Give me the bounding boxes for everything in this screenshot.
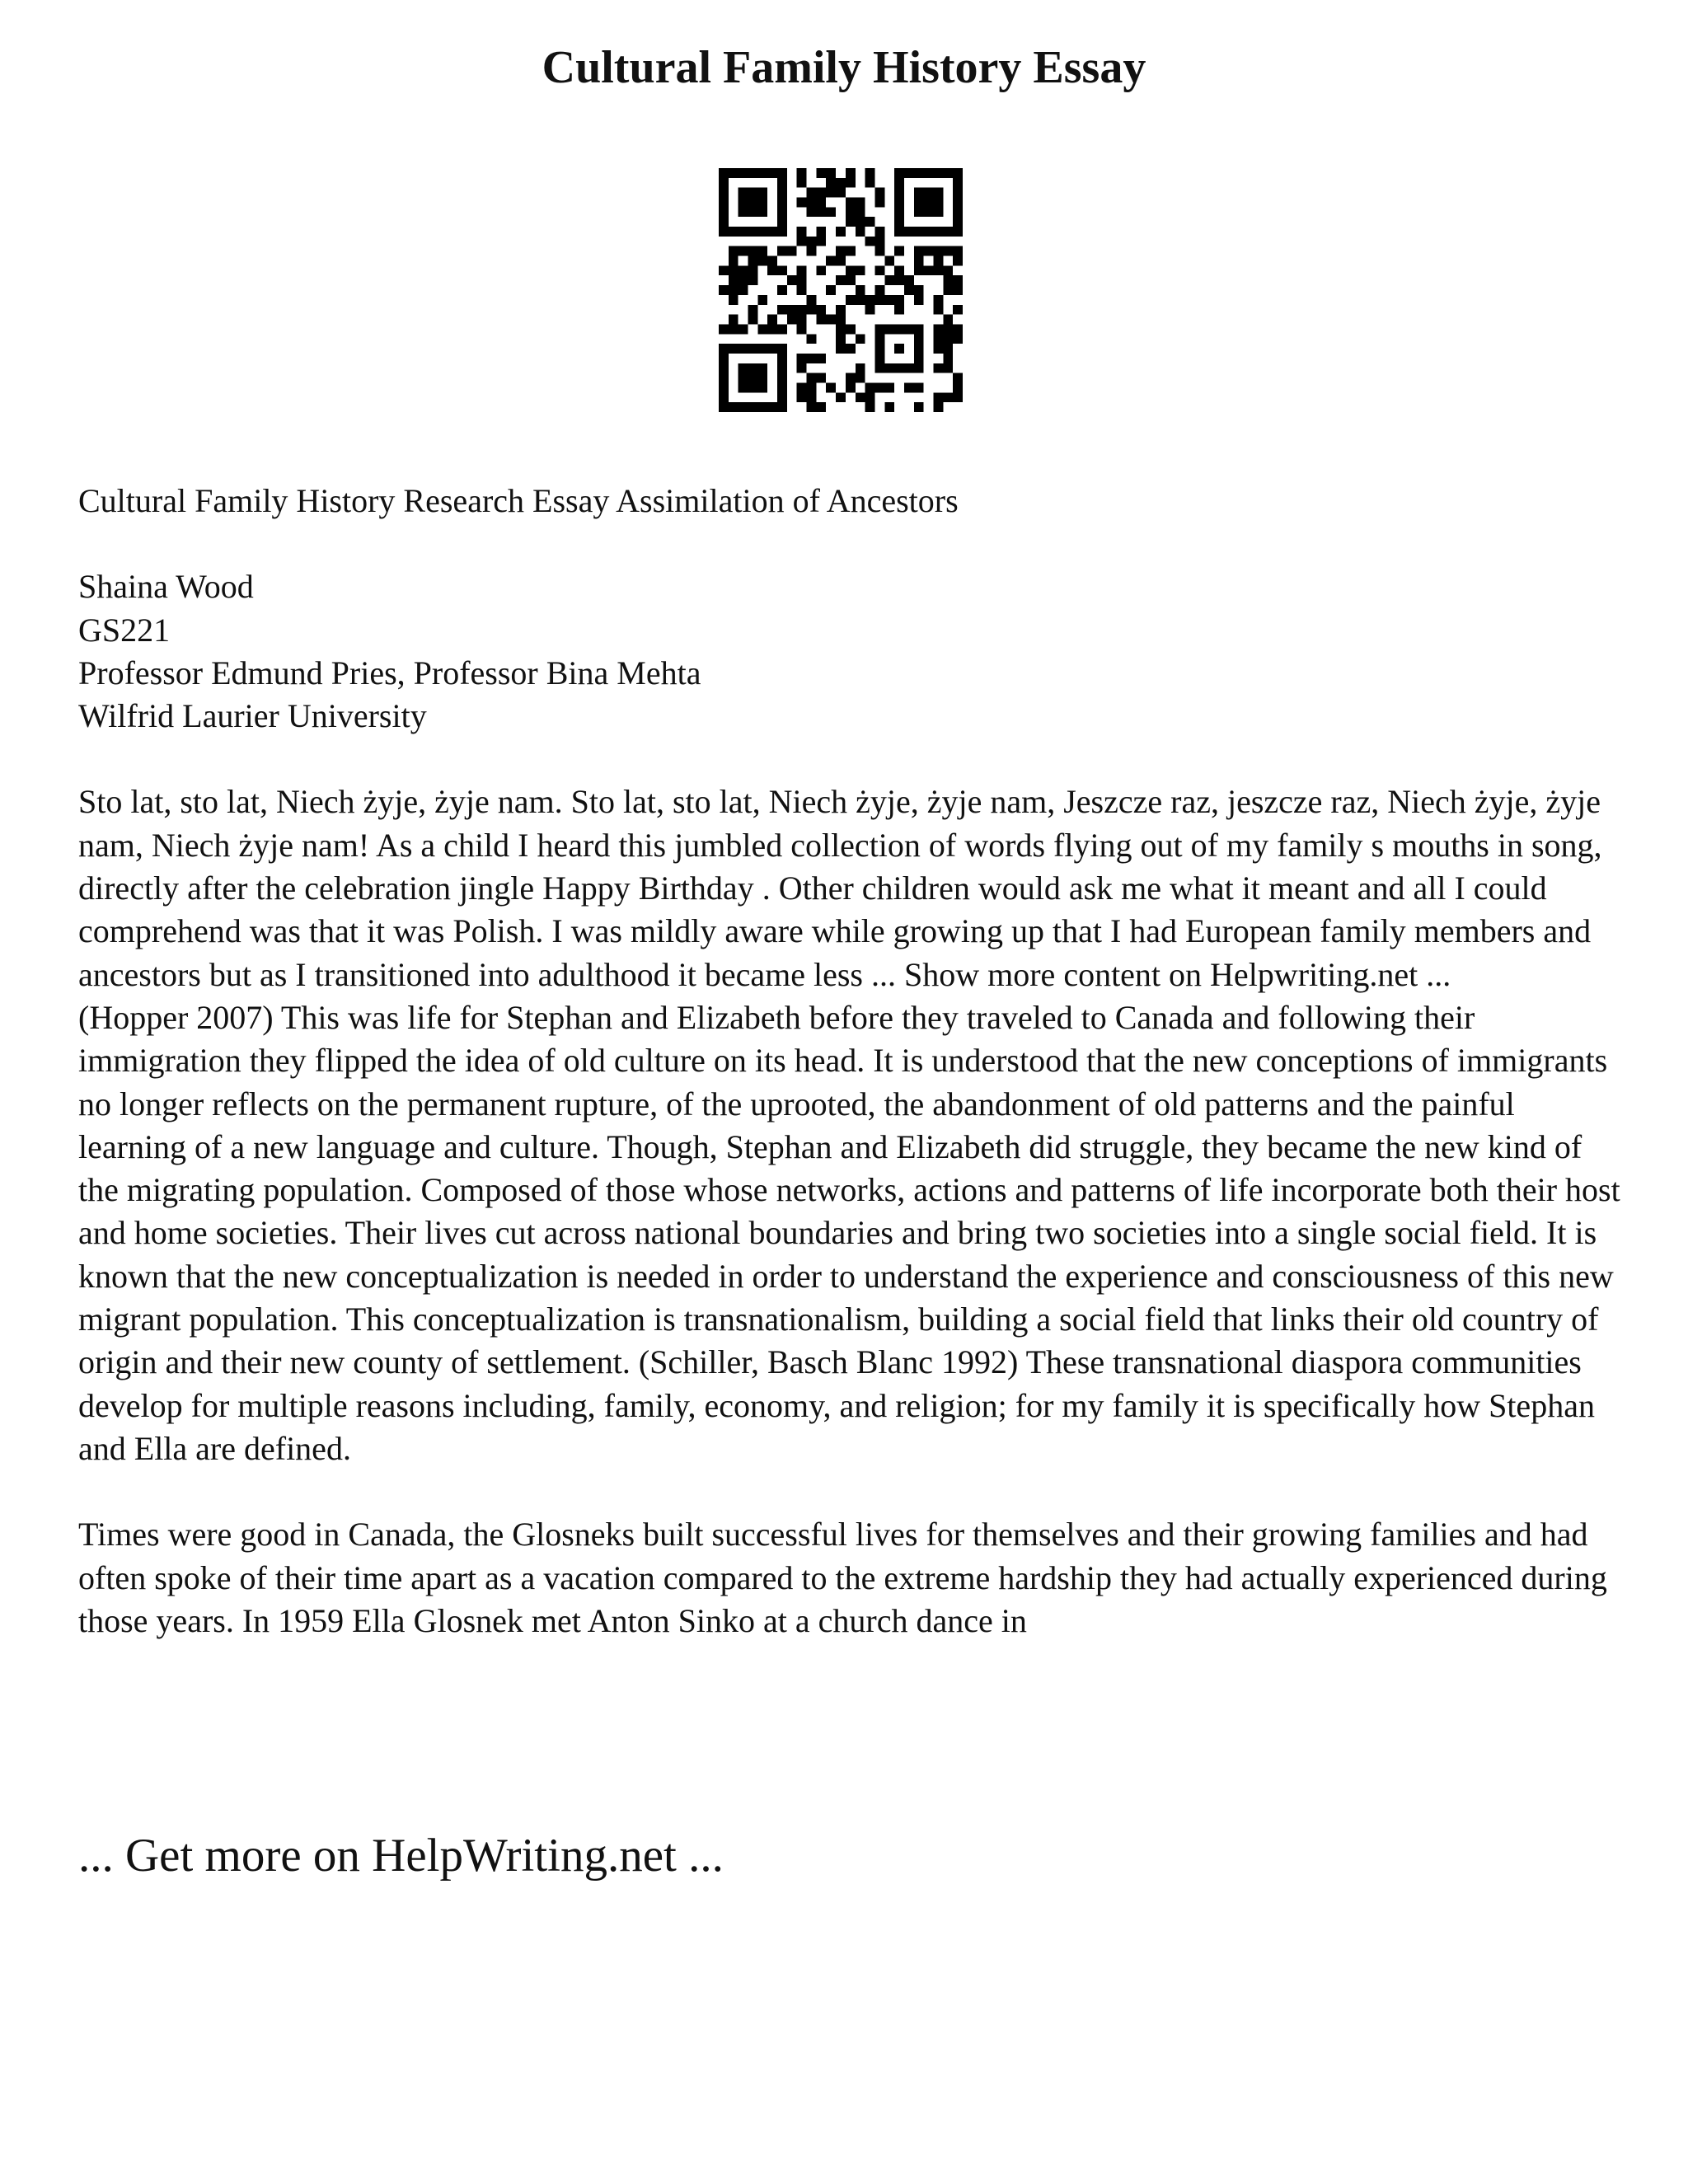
author-name: Shaina Wood — [78, 568, 254, 606]
qr-code-icon — [719, 168, 963, 412]
essay-paragraph-2: (Hopper 2007) This was life for Stephan and Elizabeth before they traveled to Canada and following their immigration they flipped the idea of old culture on its head. It is understood that the new conceptions of immigrants no longer reflects on the permanent rupture, of the uprooted, the abandonment of old patterns and the painful learning of a new language and culture. Though, Stephan and Elizabeth did struggle, they became the new kind of the migrating population. Composed of those whose networks, actions and patterns of life incorporate both their host and home societies. Their lives cut across national boundaries and bring two societies into a single social field. It is known that the new conceptualization is needed in order to understand the experience and consciousness of this new migrant population. This conceptualization is transnationalism, building a social field that links their old country of origin and their new county of settlement. (Schiller, Basch Blanc 1992) These transnational diaspora communities develop for multiple reasons including, family, economy, and religion; for my family it is specifically how Stephan and Ella are defined. — [78, 998, 1620, 1467]
author-block — [78, 565, 1628, 738]
get-more-link[interactable]: ... Get more on HelpWriting.net ... — [78, 1830, 724, 1882]
essay-subtitle: Cultural Family History Research Essay Assimilation of Ancestors — [78, 482, 959, 519]
essay-paragraph-1: Sto lat, sto lat, Niech żyje, żyje nam. Sto lat, sto lat, Niech żyje, żyje nam, Jeszcze raz, jeszcze raz, Niech żyje, żyje nam, Niech żyje nam! As a child I heard this jumbled collection of words flying out of my family s mouths in song, directly after the celebration jingle Happy Birthday . Other children would ask me what it meant and all I could comprehend was that it was Polish. I was mildly aware while growing up that I had European family members and ancestors but as I transitioned into adulthood it became less ... Show more content on Helpwriting.net ... — [78, 783, 1602, 993]
course-code: GS221 — [78, 611, 171, 649]
university-name: Wilfrid Laurier University — [78, 697, 427, 735]
essay-body — [78, 480, 1628, 1643]
essay-paragraph-3: Times were good in Canada, the Glosneks built successful lives for themselves and their growing families and had often spoke of their time apart as a vacation compared to the extreme hardship they had actually experienced during those years. In 1959 Ella Glosnek met Anton Sinko at a church dance in — [78, 1516, 1607, 1639]
professor-names: Professor Edmund Pries, Professor Bina Mehta — [78, 654, 701, 691]
document-title: Cultural Family History Essay — [542, 42, 1146, 93]
